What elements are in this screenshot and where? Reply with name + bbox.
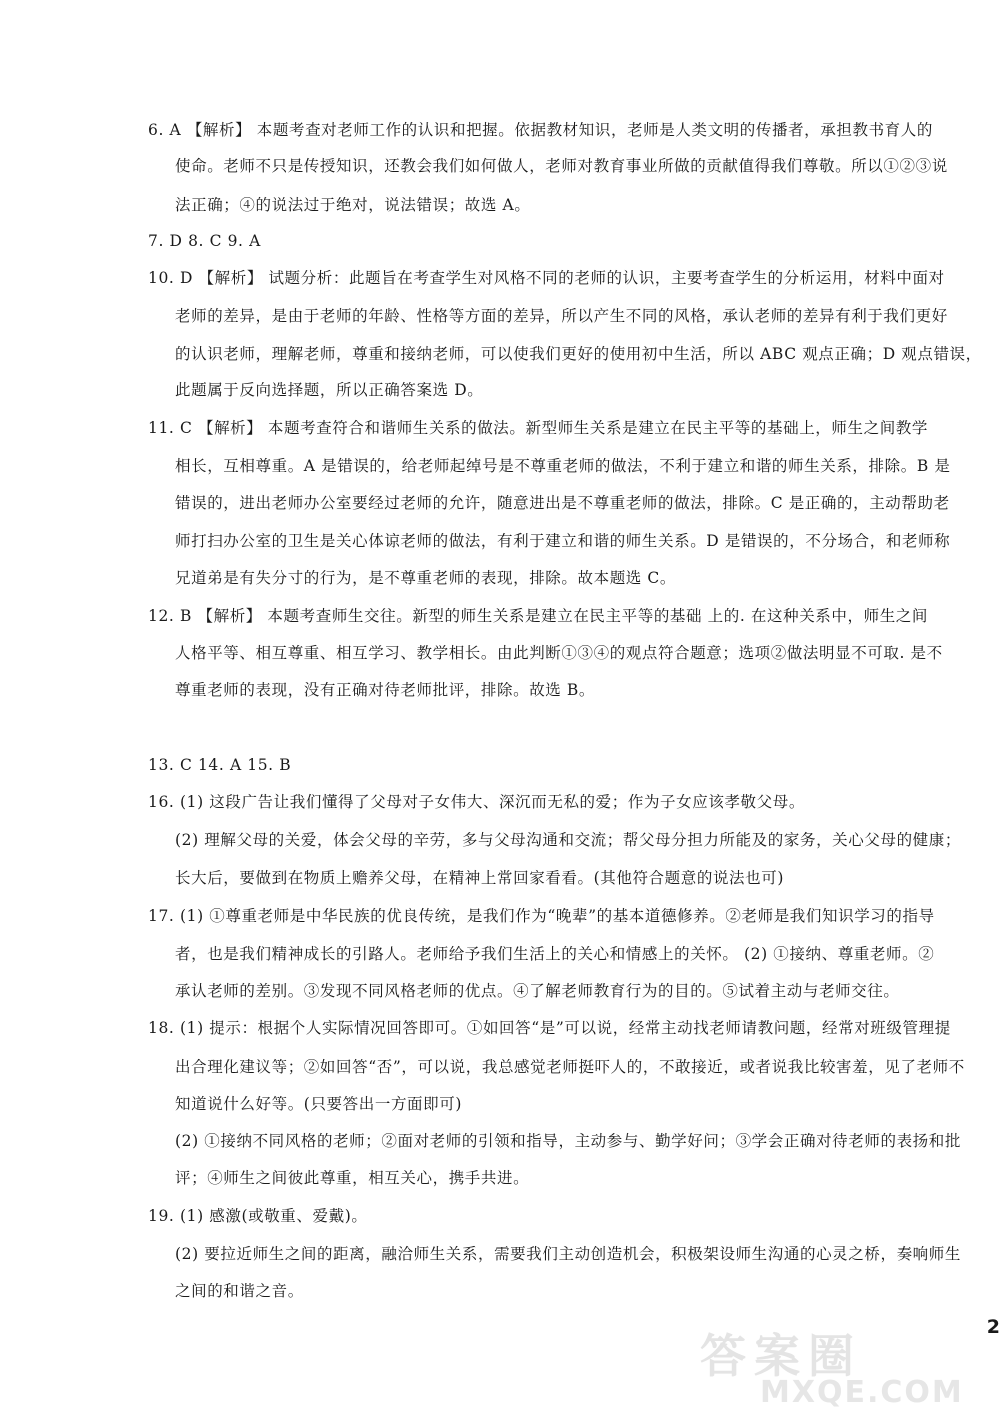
page-number: 2	[986, 1316, 1000, 1338]
text-line: 11. C 【解析】 本题考查符合和谐师生关系的做法。新型师生关系是建立在民主平等的基础上，师生之间教学	[148, 419, 928, 437]
text-line: 使命。老师不只是传授知识，还教会我们如何做人，老师对教育事业所做的贡献值得我们尊敬。所以①②③说	[175, 157, 948, 175]
text-line: (2) 要拉近师生之间的距离，融洽师生关系，需要我们主动创造机会，积极架设师生沟通的心灵之桥，奏响师生	[175, 1245, 961, 1263]
watermark-url: MXQE.COM	[760, 1375, 964, 1410]
text-line: 人格平等、相互尊重、相互学习、教学相长。由此判断①③④的观点符合题意；选项②做法明显不可取. 是不	[175, 644, 943, 662]
text-line: 此题属于反向选择题，所以正确答案选 D。	[175, 381, 484, 399]
text-line: (2) ①接纳不同风格的老师；②面对老师的引领和指导，主动参与、勤学好问；③学会正确对待老师的表扬和批	[175, 1132, 961, 1150]
text-line: 者，也是我们精神成长的引路人。老师给予我们生活上的关心和情感上的关怀。 (2) ①接纳、尊重老师。②	[175, 945, 935, 963]
text-line: 16. (1) 这段广告让我们懂得了父母对子女伟大、深沉而无私的爱；作为子女应该孝敬父母。	[148, 793, 805, 811]
text-line: 老师的差异，是由于老师的年龄、性格等方面的差异，所以产生不同的风格，承认老师的差异有利于我们更好	[175, 307, 948, 325]
text-line: 18. (1) 提示：根据个人实际情况回答即可。①如回答“是”可以说，经常主动找老师请教问题，经常对班级管理提	[148, 1019, 951, 1037]
text-line: 承认老师的差别。③发现不同风格老师的优点。④了解老师教育行为的目的。⑤试着主动与老师交往。	[175, 982, 900, 1000]
text-line: 相长，互相尊重。A 是错误的，给老师起绰号是不尊重老师的做法，不利于建立和谐的师生关系，排除。B 是	[175, 457, 951, 475]
text-line: 7. D 8. C 9. A	[148, 232, 261, 250]
text-line: 错误的，进出老师办公室要经过老师的允许，随意进出是不尊重老师的做法，排除。C 是正确的，主动帮助老	[175, 494, 950, 512]
watermark-logo	[700, 1320, 1000, 1413]
text-line: 12. B 【解析】 本题考查师生交往。新型的师生关系是建立在民主平等的基础 上的. 在这种关系中，师生之间	[148, 607, 929, 625]
text-line: (2) 理解父母的关爱，体会父母的辛劳，多与父母沟通和交流；帮父母分担力所能及的家务，关心父母的健康；	[175, 831, 961, 849]
text-line: 尊重老师的表现，没有正确对待老师批评，排除。故选 B。	[175, 681, 596, 699]
text-line: 13. C 14. A 15. B	[148, 756, 292, 774]
text-line: 17. (1) ①尊重老师是中华民族的优良传统，是我们作为“晚辈”的基本道德修养。②老师是我们知识学习的指导	[148, 907, 935, 925]
text-line: 出合理化建议等；②如回答“否”，可以说，我总感觉老师挺吓人的，不敢接近，或者说我比较害羞，见了老师不	[175, 1058, 965, 1076]
text-line: 10. D 【解析】 试题分析：此题旨在考查学生对风格不同的老师的认识，主要考查学生的分析运用，材料中面对	[148, 269, 945, 287]
text-line: 评；④师生之间彼此尊重，相互关心，携手共进。	[175, 1169, 530, 1187]
text-line: 法正确；④的说法过于绝对，说法错误；故选 A。	[175, 196, 531, 214]
text-line: 师打扫办公室的卫生是关心体谅老师的做法，有利于建立和谐的师生关系。D 是错误的，不分场合，和老师称	[175, 532, 951, 550]
text-line: 6. A 【解析】 本题考查对老师工作的认识和把握。依据教材知识，老师是人类文明的传播者，承担教书育人的	[148, 121, 933, 139]
text-line: 长大后，要做到在物质上赡养父母，在精神上常回家看看。(其他符合题意的说法也可)	[175, 869, 784, 887]
text-line: 19. (1) 感激(或敬重、爱戴)。	[148, 1207, 368, 1225]
text-line: 知道说什么好等。(只要答出一方面即可)	[175, 1095, 462, 1113]
text-line: 的认识老师，理解老师，尊重和接纳老师，可以使我们更好的使用初中生活，所以 ABC 观点正确；D 观点错误，	[175, 345, 982, 363]
text-line: 之间的和谐之音。	[175, 1282, 304, 1300]
watermark-main: 答案圈	[700, 1329, 862, 1383]
text-line: 兄道弟是有失分寸的行为，是不尊重老师的表现，排除。故本题选 C。	[175, 569, 676, 587]
